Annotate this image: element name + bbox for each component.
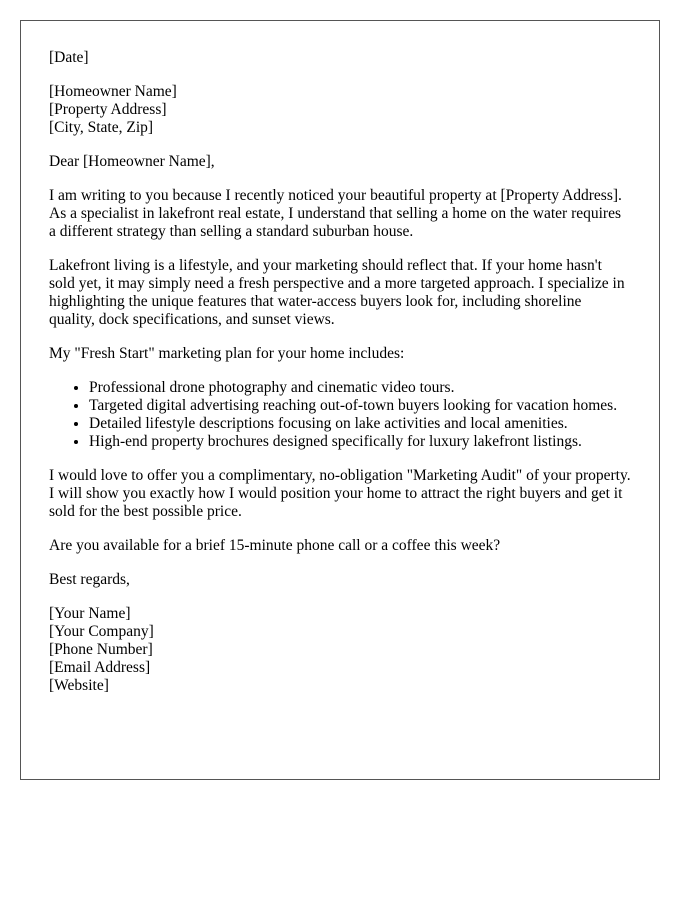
recipient-block: [49, 83, 631, 137]
recipient-address: [Property Address]: [49, 101, 167, 118]
list-item: • Targeted digital advertising reaching out-of-town buyers looking for vacation homes.: [89, 397, 631, 415]
body-paragraph-intro: I am writing to you because I recently noticed your beautiful property at [Property Address]. As a specialist in lakefront real estate, I understand that selling a home on the water requires a different strategy than selling a standard suburban house.: [49, 187, 622, 240]
signature-company: [Your Company]: [49, 623, 154, 640]
list-item: • High-end property brochures designed specifically for luxury lakefront listings.: [89, 433, 631, 451]
body-paragraph-lifestyle: Lakefront living is a lifestyle, and your marketing should reflect that. If your home hasn't sold yet, it may simply need a fresh perspective and a more targeted approach. I specialize in highlighting the unique features that water-access buyers look for, including shoreline quality, dock specifications, and sunset views.: [49, 257, 625, 328]
list-item: • Detailed lifestyle descriptions focusing on lake activities and local amenities.: [89, 415, 631, 433]
marketing-plan-list: [49, 379, 631, 451]
recipient-name: [Homeowner Name]: [49, 83, 177, 100]
body-paragraph-plan-intro: My "Fresh Start" marketing plan for your home includes:: [49, 345, 405, 362]
body-paragraph-audit-offer: I would love to offer you a complimentary, no-obligation "Marketing Audit" of your property. I will show you exactly how I would position your home to attract the right buyers and get it sold for the best possible price.: [49, 467, 631, 520]
signature-website: [Website]: [49, 677, 109, 694]
signature-email: [Email Address]: [49, 659, 151, 676]
sign-off: Best regards,: [49, 571, 130, 588]
letter-date: [Date]: [49, 49, 89, 66]
recipient-city-state-zip: [City, State, Zip]: [49, 119, 154, 136]
signature-block: [49, 605, 631, 695]
signature-phone: [Phone Number]: [49, 641, 153, 658]
salutation: Dear [Homeowner Name],: [49, 153, 215, 170]
list-item: • Professional drone photography and cinematic video tours.: [89, 379, 631, 397]
signature-name: [Your Name]: [49, 605, 131, 622]
body-paragraph-call-request: Are you available for a brief 15-minute phone call or a coffee this week?: [49, 537, 501, 554]
letter-page: [20, 20, 660, 780]
